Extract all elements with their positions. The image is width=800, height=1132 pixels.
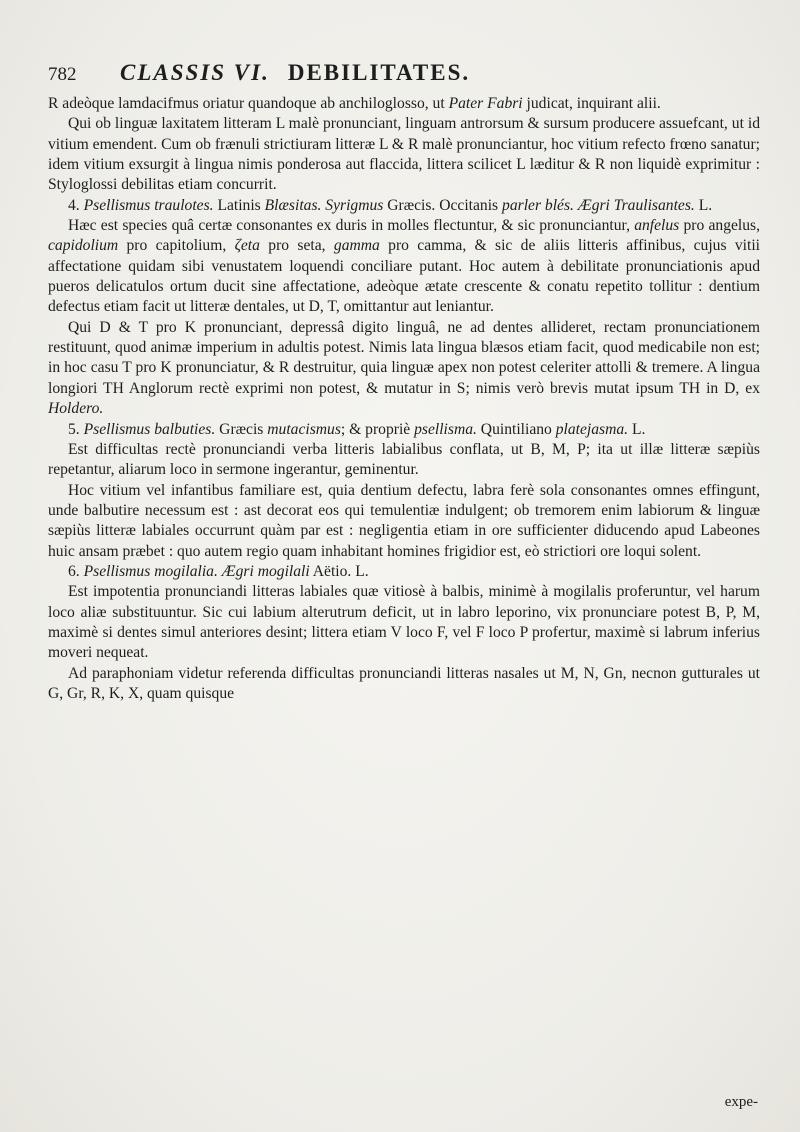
- paragraph: R adeòque lamdacifmus oriatur quandoque ab anchiloglosso, ut Pater Fabri judicat, inquirant alii.: [48, 95, 661, 112]
- paragraph: Qui D & T pro K pronunciant, depressâ digito linguâ, ne ad dentes allideret, rectam pronunciationem restituunt, quod animæ imperium in adultis potest. Nimis lata lingua blæsos etiam facit, quod medicabile non est; in hoc casu T pro K pronunciatur, & R destruitur, quia linguæ apex non potest celeriter attolli & tremere. A lingua longiori TH Anglorum rectè exprimi non potest, & mutatur in S; nimis verò brevis mutat ipsum TH in D, ex Holdero.: [48, 318, 760, 418]
- paragraph: Hæc est species quâ certæ consonantes ex duris in molles flectuntur, & sic pronunciantur, anfelus pro angelus, capidolium pro capitolium, ζeta pro seta, gamma pro camma, & sic de aliis litteris affinibus, cujus vitii affectatione quidam sibi venustatem loquendi conciliare putant. Hoc autem à debilitate pronunciationis apud pueros delicatulos ortum ducit sine affectatione, adeòque ætate crescente & conatu repetito tollitur : dentium defectus etiam facit ut litteræ dentales, ut D, T, omittantur aut leniantur.: [48, 217, 761, 316]
- running-title-debilitates: DEBILITATES.: [287, 60, 471, 85]
- paragraph: Hoc vitium vel infantibus familiare est, quia dentium defectu, labra ferè sola consonantes omnes effingunt, unde balbutire necessum est : ast decorat eos qui temulentiæ indulgent; ob tremorem enim labiorum & linguæ sæpiùs litteræ labiales occurrunt quàm par est : negligentia etiam in ore sufficienter diducendo apud Labeones huic ansam præbet : quo autem regio quam inhabitant homines frigidior est, eò strictiori ore loqui solent.: [48, 481, 760, 560]
- paragraph: Est impotentia pronunciandi litteras labiales quæ vitiosè à balbis, minimè à mogilalis proferuntur, vel harum loco aliæ substituuntur. Sic cui labium alterutrum deficit, ut in labro leporino, vix pronunciare potest B, P, M, maximè si dentes simul anteriores desint; littera etiam V loco F, vel F loco P profertur, maximè si labrum inferius moveri nequeat.: [48, 583, 760, 662]
- catchword: expe-: [724, 1094, 758, 1110]
- paragraph: 6. Psellismus mogilalia. Ægri mogilali Aëtio. L.: [68, 562, 369, 580]
- paragraph: 4. Psellismus traulotes. Latinis Blæsitas. Syrigmus Græcis. Occitanis parler blés. Ægri Traulisantes. L.: [68, 196, 713, 214]
- running-title: [120, 60, 470, 86]
- page-number: 782: [48, 64, 77, 85]
- body-text: [48, 94, 760, 704]
- paragraph: 5. Psellismus balbuties. Græcis mutacismus; & propriè psellisma. Quintiliano platejasma. L.: [68, 420, 646, 438]
- paragraph: Est difficultas rectè pronunciandi verba litteris labialibus conflata, ut B, M, P; ita ut illæ litteræ sæpiùs repetantur, aliarum loco in sermone ingerantur, geminentur.: [48, 440, 760, 479]
- paragraph: Qui ob linguæ laxitatem litteram L malè pronunciant, linguam antrorsum & sursum producere assuefcant, ut id vitium emendent. Cum ob frænuli strictiuram litteræ L & R malè pronunciantur, hoc vitium refecto frœno sanatur; idem vitium exsurgit à lingua nimis ponderosa aut flaccida, littera scilicet L læditur & R non liquidè exprimitur : Styloglossi debilitas etiam concurrit.: [48, 115, 760, 194]
- running-title-classis: CLASSIS VI.: [120, 60, 270, 85]
- paragraph: Ad paraphoniam videtur referenda difficultas pronunciandi litteras nasales ut M, N, Gn, necnon gutturales ut G, Gr, R, K, X, quam quisque: [48, 664, 760, 702]
- page-header: [48, 60, 760, 90]
